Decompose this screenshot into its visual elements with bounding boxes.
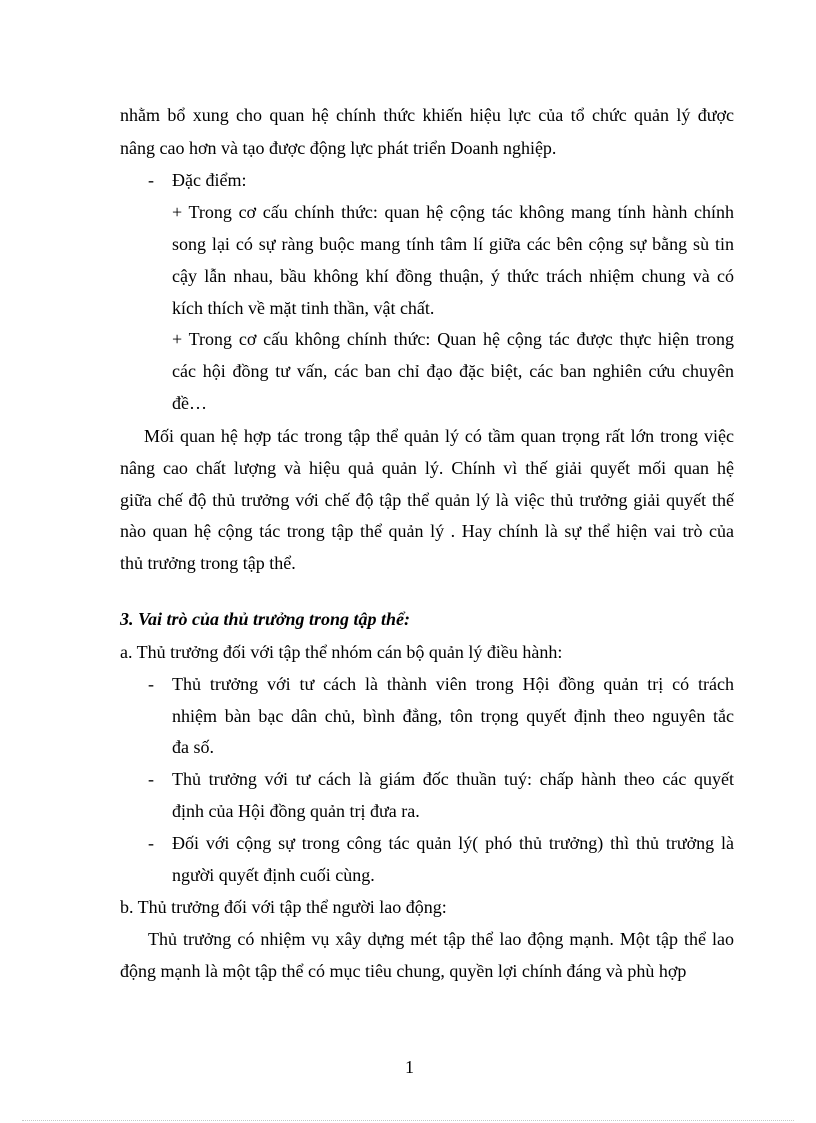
bullet-1-line-1 [172,672,734,696]
section-3b-subheading: b. Thủ trưởng đối với tập thể người lao động: [120,897,447,917]
features-item1-line-1 [172,200,734,224]
features-item2-line-2-text: các hội đồng tư vấn, các ban chỉ đạo đặc biệt, các ban nghiên cứu chuyên [172,361,734,381]
features-item2-line-2 [172,359,734,383]
features-title: Đặc điểm: [172,170,247,190]
bullet-3-line-1 [172,831,734,855]
page-number: 1 [405,1057,414,1077]
features-item1-line-4: kích thích về mặt tinh thần, vật chất. [172,298,435,318]
bullet-2-line-1 [172,767,734,791]
relation-line-1 [144,424,734,448]
section-3b-para-line-1 [148,927,734,951]
intro-line-2: nâng cao hơn và tạo được động lực phát triển Doanh nghiệp. [120,138,557,158]
features-item1-line-3-text: cậy lẫn nhau, bầu không khí đồng thuận, ý thức trách nhiệm chung và có [172,266,734,286]
relation-line-3-text: giữa chế độ thủ trưởng với chế độ tập thể quản lý là việc thủ trưởng giải quyết thế [120,490,734,510]
features-item2-line-3: đề… [172,393,207,413]
bullet-1-line-2 [172,704,734,728]
bullet-1-line-3: đa số. [172,737,214,757]
features-item2-line-1-text: + Trong cơ cấu không chính thức: Quan hệ cộng tác được thực hiện trong [172,329,734,349]
bullet-3-line-1-text: Đối với cộng sự trong công tác quản lý( phó thủ trưởng) thì thủ trưởng là [172,833,734,853]
section-3b-para-line-2: động mạnh là một tập thể có mục tiêu chung, quyền lợi chính đáng và phù hợp [120,961,687,981]
features-dash: - [148,170,154,190]
relation-line-2 [120,456,734,480]
intro-line-1-text: nhằm bổ xung cho quan hệ chính thức khiến hiệu lực của tổ chức quản lý được [120,105,734,125]
bullet-2-line-1-text: Thủ trưởng với tư cách là giám đốc thuần tuý: chấp hành theo các quyết [172,769,734,789]
features-item1-line-1-text: + Trong cơ cấu chính thức: quan hệ cộng tác không mang tính hành chính [172,202,734,222]
bullet-1-line-2-text: nhiệm bàn bạc dân chủ, bình đẳng, tôn trọng quyết định theo nguyên tắc [172,706,734,726]
relation-line-1-text: Mối quan hệ hợp tác trong tập thể quản lý có tầm quan trọng rất lớn trong việc [144,426,734,446]
relation-line-5: thủ trưởng trong tập thể. [120,553,296,573]
section-3-heading: 3. Vai trò của thủ trưởng trong tập thể: [120,609,411,629]
relation-line-4-text: nào quan hệ cộng tác trong tập thể quản lý . Hay chính là sự thể hiện vai trò của [120,521,734,541]
relation-line-4 [120,519,734,543]
features-item1-line-3 [172,264,734,288]
bullet-2-dash: - [148,769,154,789]
features-item1-line-2-text: song lại có sự ràng buộc mang tính tâm lí giữa các bên cộng sự bằng sù tin [172,234,734,254]
intro-line-1 [120,103,734,127]
features-item1-line-2 [172,232,734,256]
bottom-divider [22,1120,794,1121]
bullet-3-dash: - [148,833,154,853]
features-item2-line-1 [172,327,734,351]
bullet-1-line-1-text: Thủ trưởng với tư cách là thành viên trong Hội đồng quản trị có trách [172,674,734,694]
section-3a-subheading: a. Thủ trưởng đối với tập thể nhóm cán bộ quản lý điều hành: [120,642,563,662]
bullet-3-line-2: người quyết định cuối cùng. [172,865,375,885]
section-3b-para-line-1-text: Thủ trưởng có nhiệm vụ xây dựng mét tập thể lao động mạnh. Một tập thể lao [148,929,734,949]
bullet-1-dash: - [148,674,154,694]
relation-line-3 [120,488,734,512]
bullet-2-line-2: định của Hội đồng quản trị đưa ra. [172,801,420,821]
relation-line-2-text: nâng cao chất lượng và hiệu quả quản lý. Chính vì thế giải quyết mối quan hệ [120,458,734,478]
